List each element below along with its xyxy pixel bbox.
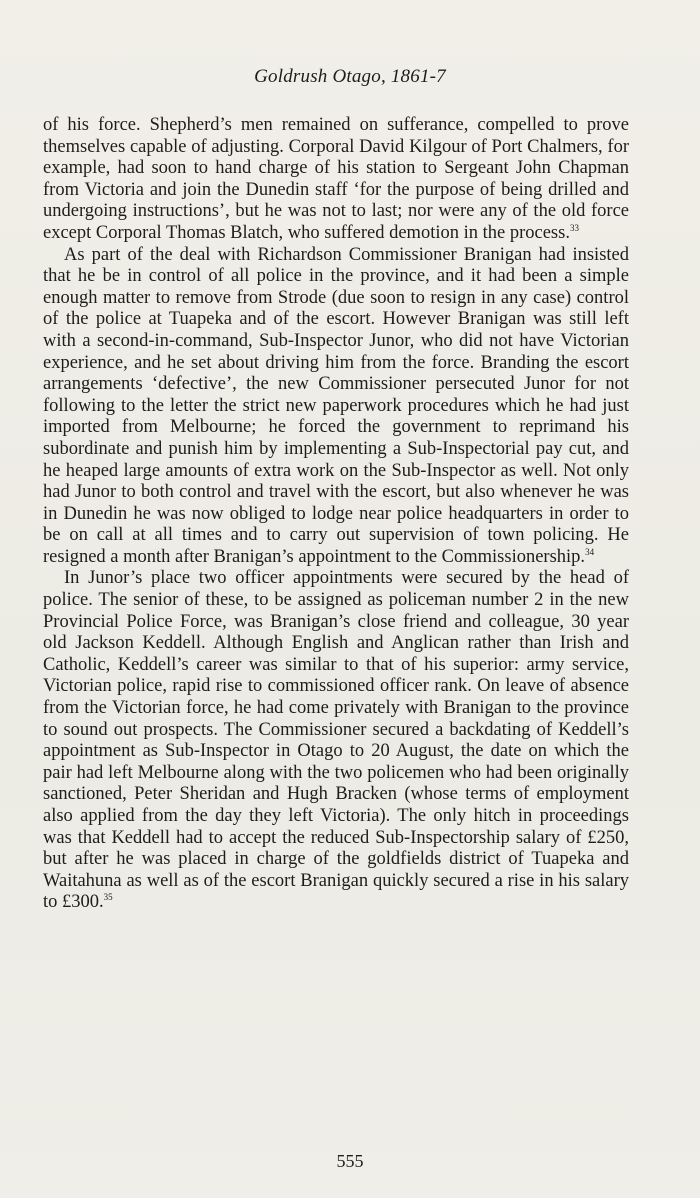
- page-number: 555: [336, 1151, 364, 1171]
- footnote-marker[interactable]: 33: [569, 222, 579, 233]
- paragraph-text: of his force. Shepherd’s men remained on sufferance, compelled to prove themselves capable of adjusting. Corporal David Kilgour of Port Chalmers, for example, had soon to hand charge of his station to Sergeant John Chapman from Victoria and join the Dunedin staff ‘for the purpose of being drilled and undergoing instructions’, but he was not to last; nor were any of the old force except Corporal Thomas Blatch, who suffered demotion in the process.: [43, 115, 629, 243]
- paragraph: [43, 245, 629, 569]
- paragraph: [43, 115, 629, 245]
- footnote-marker[interactable]: 35: [103, 892, 113, 903]
- footnote-marker[interactable]: 34: [585, 546, 595, 557]
- paragraph-text: As part of the deal with Richardson Commissioner Branigan had insisted that he be in control of all police in the province, and it had been a simple enough matter to remove from Strode (due soon to resign in any case) control of the police at Tuapeka and of the escort. However Branigan was still left with a second-in-command, Sub-Inspector Junor, who did not have Victorian experience, and he set about driving him from the force. Branding the escort arrangements ‘defective’, the new Commissioner persecuted Junor for not following to the letter the strict new paperwork procedures which he had just imported from Melbourne; he forced the government to reprimand his subordinate and punish him by implementing a Sub-Inspectorial pay cut, and he heaped large amounts of extra work on the Sub-Inspector as well. Not only had Junor to both control and travel with the escort, but also whenever he was in Dunedin he was now obliged to lodge near police headquarters in order to be on call at all times and to carry out supervision of town policing. He resigned a month after Branigan’s appointment to the Commissionership.: [43, 244, 629, 567]
- running-title: Goldrush Otago, 1861-7: [254, 66, 446, 87]
- paragraph-text: In Junor’s place two officer appointments were secured by the head of police. The senior of these, to be assigned as policeman number 2 in the new Provincial Police Force, was Branigan’s close friend and colleague, 30 year old Jackson Keddell. Although English and Anglican rather than Irish and Catholic, Keddell’s career was similar to that of his superior: army service, Victorian police, rapid rise to commissioned officer rank. On leave of absence from the Victorian force, he had come privately with Branigan to the province to sound out prospects. The Commissioner secured a backdating of Keddell’s appointment as Sub-Inspector in Otago to 20 August, the date on which the pair had left Melbourne along with the two policemen who had been originally sanctioned, Peter Sheridan and Hugh Bracken (whose terms of employment also applied from the day they left Victoria). The only hitch in proceedings was that Keddell had to accept the reduced Sub-Inspectorship salary of £250, but after he was placed in charge of the goldfields district of Tuapeka and Waitahuna as well as of the escort Branigan quickly secured a rise in his salary to £300.: [43, 568, 629, 913]
- paragraph: [43, 568, 629, 914]
- body-text: [43, 115, 629, 914]
